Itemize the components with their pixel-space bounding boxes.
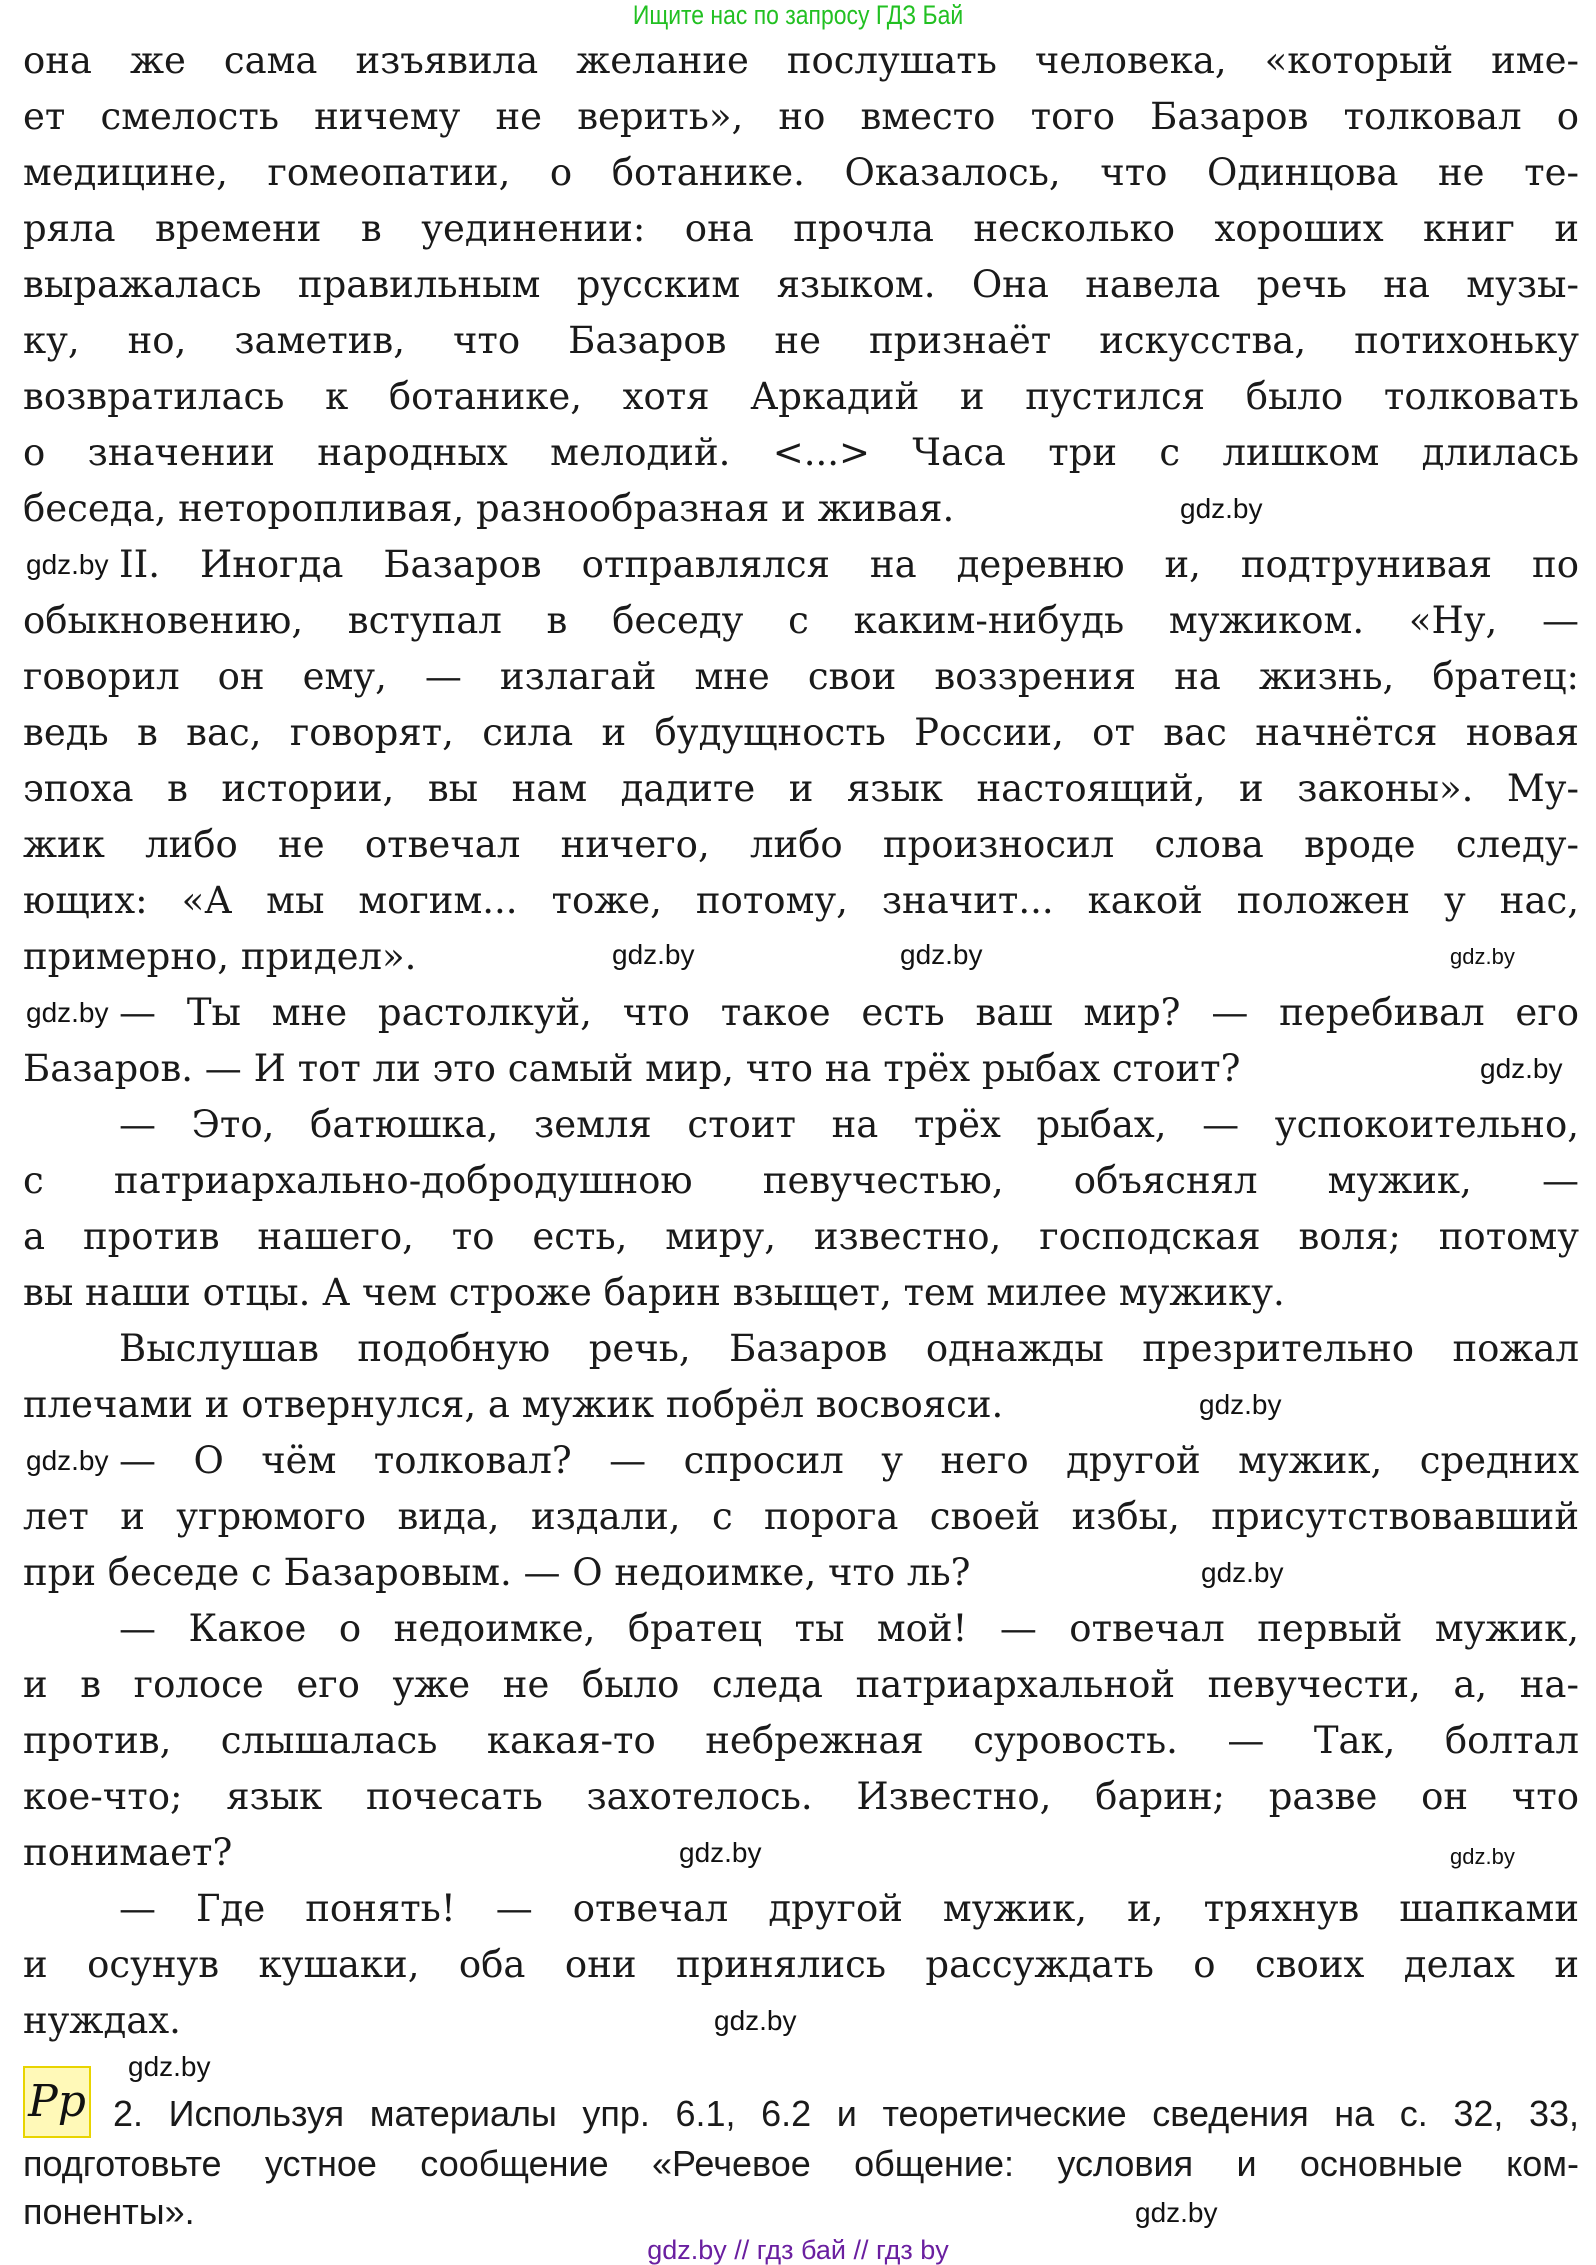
text-line: примерно, придел». <box>23 935 417 978</box>
watermark: gdz.by <box>1450 944 1515 969</box>
text-line: против, слышалась какая-то небрежная суровость. — Так, болтал <box>23 1719 1579 1762</box>
watermark: gdz.by <box>679 1837 762 1868</box>
text-line: Выслушав подобную речь, Базаров однажды презрительно пожал <box>119 1327 1579 1370</box>
task-line: поненты». <box>23 2191 195 2232</box>
watermark: gdz.by <box>1180 493 1263 524</box>
text-line: понимает? <box>23 1831 233 1874</box>
text-line: ку, но, заметив, что Базаров не признаёт искусства, потихоньку <box>23 319 1579 362</box>
watermark: gdz.by <box>128 2051 211 2082</box>
text-line: возвратилась к ботанике, хотя Аркадий и пустился было толковать <box>23 375 1579 418</box>
text-line: при беседе с Базаровым. — О недоимке, что ль? <box>23 1551 971 1594</box>
text-line: выражалась правильным русским языком. Она навела речь на музы- <box>23 263 1579 306</box>
watermark: gdz.by <box>26 1445 109 1476</box>
text-line: беседа, неторопливая, разнообразная и живая. <box>23 487 955 530</box>
text-line: а против нашего, то есть, миру, известно, господская воля; потому <box>23 1215 1579 1258</box>
text-line: — Это, батюшка, земля стоит на трёх рыбах, — успокоительно, <box>119 1103 1579 1146</box>
text-line: о значении народных мелодий. <...> Часа три с лишком длилась <box>23 431 1579 474</box>
text-line: и осунув кушаки, оба они принялись рассуждать о своих делах и <box>23 1943 1579 1986</box>
watermark: gdz.by <box>612 939 695 970</box>
text-line: медицине, гомеопатии, о ботанике. Оказалось, что Одинцова не те- <box>23 151 1579 194</box>
watermark: gdz.by <box>900 939 983 970</box>
text-line: плечами и отвернулся, а мужик побрёл восвояси. <box>23 1383 1004 1426</box>
speech-task-icon: Pp <box>23 2066 91 2138</box>
text-line: кое-что; язык почесать захотелось. Известно, барин; разве он что <box>23 1775 1579 1818</box>
text-line: ведь в вас, говорят, сила и будущность России, от вас начнётся новая <box>23 711 1579 754</box>
text-line: — Ты мне растолкуй, что такое есть ваш мир? — перебивал его <box>119 991 1579 1034</box>
text-line: с патриархально-добродушною певучестью, объяснял мужик, — <box>23 1159 1579 1202</box>
text-line: и в голосе его уже не было следа патриархальной певучести, а, на- <box>23 1663 1579 1706</box>
text-line: она же сама изъявила желание послушать человека, «который име- <box>23 39 1579 82</box>
watermark: gdz.by <box>714 2005 797 2036</box>
text-line: лет и угрюмого вида, издали, с порога своей избы, присутствовавший <box>23 1495 1579 1538</box>
text-line: ющих: «А мы могим... тоже, потому, значит... какой положен у нас, <box>23 879 1579 922</box>
text-line: Базаров. — И тот ли это самый мир, что на трёх рыбах стоит? <box>23 1047 1241 1090</box>
text-line: — Какое о недоимке, братец ты мой! — отвечал первый мужик, <box>119 1607 1579 1650</box>
watermark: gdz.by <box>1201 1557 1284 1588</box>
text-line: обыкновению, вступал в беседу с каким-нибудь мужиком. «Ну, — <box>23 599 1579 642</box>
text-line: ет смелость ничему не верить», но вместо того Базаров толковал о <box>23 95 1579 138</box>
text-line: говорил он ему, — излагай мне свои воззрения на жизнь, братец: <box>23 655 1579 698</box>
watermark: gdz.by <box>1199 1389 1282 1420</box>
task-line: подготовьте устное сообщение «Речевое общение: условия и основные ком- <box>23 2143 1579 2184</box>
text-line: жик либо не отвечал ничего, либо произносил слова вроде следу- <box>23 823 1579 866</box>
watermark: gdz.by <box>26 549 109 580</box>
text-line: — Где понять! — отвечал другой мужик, и, тряхнув шапками <box>119 1887 1579 1930</box>
text-line: нуждах. <box>23 1999 181 2042</box>
text-line: — О чём толковал? — спросил у него другой мужик, средних <box>119 1439 1579 1482</box>
watermark: gdz.by <box>26 997 109 1028</box>
watermark: gdz.by <box>1480 1053 1563 1084</box>
text-line: эпоха в истории, вы нам дадите и язык настоящий, и законы». Му- <box>23 767 1579 810</box>
task-line: 2. Используя материалы упр. 6.1, 6.2 и теоретические сведения на с. 32, 33, <box>113 2093 1579 2134</box>
watermark: gdz.by <box>1135 2197 1218 2228</box>
text-line: вы наши отцы. А чем строже барин взыщет, тем милее мужику. <box>23 1271 1285 1314</box>
text-line: II. Иногда Базаров отправлялся на деревню и, подтрунивая по <box>119 543 1579 586</box>
watermark: gdz.by <box>1450 1844 1515 1869</box>
footer-links[interactable]: gdz.by // гдз бай // гдз by <box>647 2235 949 2265</box>
text-line: ряла времени в уединении: она прочла несколько хороших книг и <box>23 207 1579 250</box>
search-hint-banner: Ищите нас по запросу ГДЗ Бай <box>632 0 964 30</box>
